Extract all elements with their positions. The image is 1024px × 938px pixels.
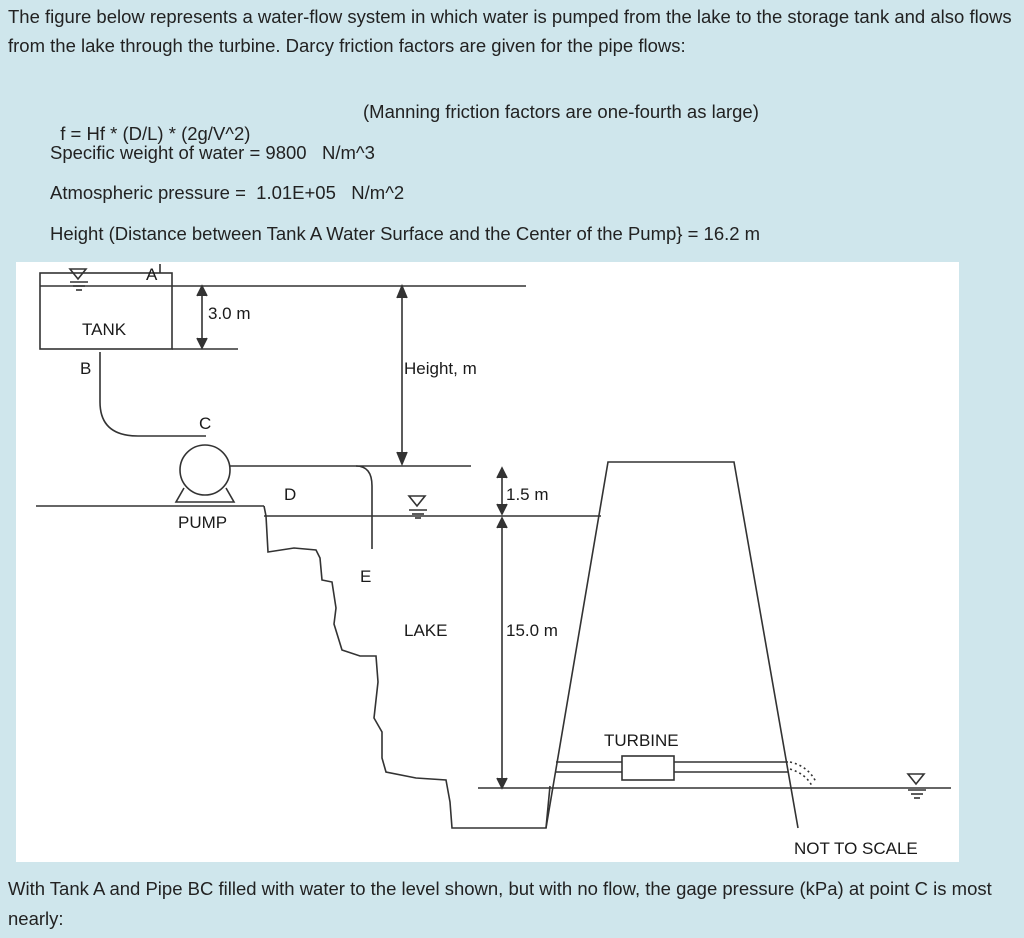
label-a: A xyxy=(146,265,158,284)
label-d: D xyxy=(284,485,297,504)
dim-height: Height, m xyxy=(404,359,477,378)
label-c: C xyxy=(199,414,212,433)
atmospheric-pressure-line: Atmospheric pressure = 1.01E+05 N/m^2 xyxy=(50,182,405,203)
manning-note: (Manning friction factors are one-fourth as large) xyxy=(363,101,759,122)
label-b: B xyxy=(80,359,92,378)
pump-circle xyxy=(180,445,230,495)
height-line: Height (Distance between Tank A Water Surface and the Center of the Pump} = 16.2 m xyxy=(50,223,761,244)
label-lake: LAKE xyxy=(404,621,448,640)
not-to-scale-note: NOT TO SCALE xyxy=(794,839,918,858)
label-turbine: TURBINE xyxy=(604,731,679,750)
dim-15m: 15.0 m xyxy=(506,621,558,640)
problem-intro: The figure below represents a water-flow system in which water is pumped from the lake to the storage tank and also flows from the lake through the turbine. Darcy friction factors are given for the pipe flows: xyxy=(8,6,1012,56)
dim-3m: 3.0 m xyxy=(208,304,251,323)
specific-weight-line: Specific weight of water = 9800 N/m^3 xyxy=(50,142,375,163)
label-tank: TANK xyxy=(82,320,127,339)
label-e: E xyxy=(360,567,372,586)
water-flow-diagram xyxy=(16,262,959,862)
friction-formula: f = Hf * (D/L) * (2g/V^2) xyxy=(60,123,251,144)
label-pump: PUMP xyxy=(178,513,228,532)
question-text: With Tank A and Pipe BC filled with water to the level shown, but with no flow, the gage pressure (kPa) at point C is most nearly: xyxy=(8,878,992,929)
dim-1-5m: 1.5 m xyxy=(506,485,549,504)
turbine-box xyxy=(622,756,674,780)
diagram-drawing xyxy=(16,262,959,862)
